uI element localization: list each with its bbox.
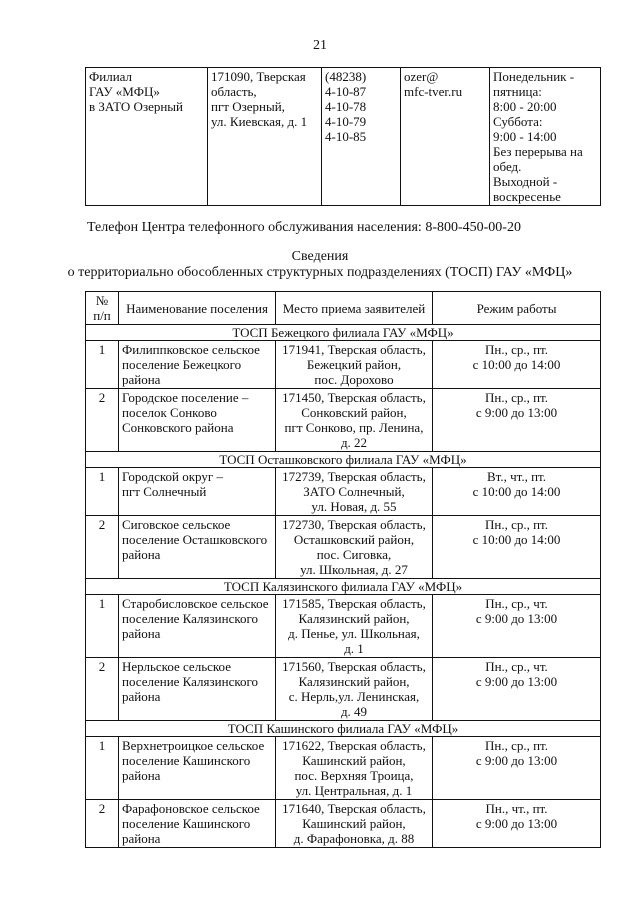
header-number: № п/п	[86, 292, 119, 325]
reception-place: 172730, Тверская область, Осташковский район, пос. Сиговка, ул. Школьная, д. 27	[282, 517, 426, 577]
reception-place: 171622, Тверская область, Кашинский район, пос. Верхняя Троица, ул. Центральная, д. 1	[282, 738, 426, 798]
work-hours-cell	[433, 800, 601, 848]
settlement-name: Сиговское сельское поселение Осташковского района	[122, 517, 268, 562]
header-place: Место приема заявителей	[276, 292, 433, 325]
work-hours: Вт., чт., пт. с 10:00 до 14:00	[472, 469, 561, 499]
header-hours: Режим работы	[433, 292, 601, 325]
branch-hours-cell	[490, 68, 601, 206]
table-row	[86, 595, 601, 658]
work-hours-cell	[433, 341, 601, 389]
page-number: 21	[313, 38, 327, 53]
group-title: ТОСП Бежецкого филиала ГАУ «МФЦ»	[86, 325, 601, 341]
group-row	[86, 325, 601, 341]
settlement-name: Нерльское сельское поселение Калязинского района	[122, 659, 259, 704]
reception-place: 171450, Тверская область, Сонковский район, пгт Сонково, пр. Ленина, д. 22	[282, 390, 426, 450]
row-number-cell	[86, 516, 119, 579]
settlement-name-cell	[119, 516, 276, 579]
branch-email-cell	[401, 68, 490, 206]
row-number-cell	[86, 800, 119, 848]
group-row	[86, 452, 601, 468]
reception-place-cell	[276, 516, 433, 579]
branch-name: Филиал ГАУ «МФЦ» в ЗАТО Озерный	[89, 69, 183, 114]
group-title: ТОСП Осташковского филиала ГАУ «МФЦ»	[86, 452, 601, 468]
branch-address-cell	[208, 68, 322, 206]
table-header-row	[86, 292, 601, 325]
table-row	[86, 516, 601, 579]
settlement-name: Старобисловское сельское поселение Калязинского района	[122, 596, 269, 641]
work-hours-cell	[433, 658, 601, 721]
work-hours: Пн., ср., чт. с 9:00 до 13:00	[475, 659, 558, 689]
table-row	[86, 468, 601, 516]
table-row	[86, 389, 601, 452]
work-hours: Пн., ср., пт. с 10:00 до 14:00	[472, 517, 561, 547]
reception-place-cell	[276, 658, 433, 721]
reception-place: 172739, Тверская область, ЗАТО Солнечный, ул. Новая, д. 55	[282, 469, 426, 514]
row-number-cell	[86, 737, 119, 800]
hotline-text: Телефон Центра телефонного обслуживания населения: 8-800-450-00-20	[87, 220, 521, 235]
settlement-name: Городское поселение – поселок Сонково Сонковского района	[122, 390, 249, 435]
settlement-name: Филиппковское сельское поселение Бежецкого района	[122, 342, 260, 387]
reception-place: 171941, Тверская область, Бежецкий район, пос. Дорохово	[282, 342, 426, 387]
work-hours-cell	[433, 516, 601, 579]
tosp-table-body	[86, 325, 601, 848]
reception-place: 171640, Тверская область, Кашинский район, д. Фарафоновка, д. 88	[282, 801, 426, 846]
tosp-table	[85, 291, 601, 848]
reception-place: 171585, Тверская область, Калязинский район, д. Пенье, ул. Школьная, д. 1	[282, 596, 426, 656]
row-number-cell	[86, 658, 119, 721]
row-number: 2	[98, 517, 106, 532]
row-number: 1	[98, 596, 106, 611]
work-hours: Пн., ср., чт. с 9:00 до 13:00	[475, 596, 558, 626]
settlement-name-cell	[119, 737, 276, 800]
row-number: 1	[98, 469, 106, 484]
group-title: ТОСП Калязинского филиала ГАУ «МФЦ»	[86, 579, 601, 595]
row-number-cell	[86, 389, 119, 452]
reception-place-cell	[276, 595, 433, 658]
work-hours: Пн., чт., пт. с 9:00 до 13:00	[475, 801, 558, 831]
section-subheading: о территориально обособленных структурных подразделениях (ТОСП) ГАУ «МФЦ»	[67, 265, 573, 280]
work-hours: Пн., ср., пт. с 9:00 до 13:00	[475, 390, 558, 420]
row-number-cell	[86, 595, 119, 658]
table-row	[86, 658, 601, 721]
reception-place-cell	[276, 341, 433, 389]
work-hours: Пн., ср., пт. с 10:00 до 14:00	[472, 342, 561, 372]
settlement-name-cell	[119, 595, 276, 658]
settlement-name-cell	[119, 468, 276, 516]
work-hours-cell	[433, 468, 601, 516]
branch-phones: (48238) 4-10-87 4-10-78 4-10-79 4-10-85	[325, 69, 367, 144]
work-hours-cell	[433, 737, 601, 800]
row-number: 2	[98, 801, 106, 816]
branch-name-cell	[86, 68, 208, 206]
settlement-name: Фарафоновское сельское поселение Кашинского района	[122, 801, 260, 846]
group-row	[86, 579, 601, 595]
branch-row	[86, 68, 601, 206]
group-row	[86, 721, 601, 737]
settlement-name-cell	[119, 341, 276, 389]
group-title: ТОСП Кашинского филиала ГАУ «МФЦ»	[86, 721, 601, 737]
row-number: 1	[98, 342, 106, 357]
settlement-name: Верхнетроицкое сельское поселение Кашинского района	[122, 738, 265, 783]
table-row	[86, 737, 601, 800]
row-number: 2	[98, 390, 106, 405]
row-number-cell	[86, 341, 119, 389]
reception-place-cell	[276, 800, 433, 848]
settlement-name-cell	[119, 389, 276, 452]
reception-place-cell	[276, 389, 433, 452]
table-row	[86, 800, 601, 848]
branch-hours: Понедельник - пятница: 8:00 - 20:00 Суббота: 9:00 - 14:00 Без перерыва на обед. Выходной - воскресенье	[493, 69, 583, 204]
row-number-cell	[86, 468, 119, 516]
work-hours-cell	[433, 389, 601, 452]
reception-place: 171560, Тверская область, Калязинский район, с. Нерль,ул. Ленинская, д. 49	[282, 659, 426, 719]
settlement-name-cell	[119, 800, 276, 848]
row-number: 1	[98, 738, 106, 753]
work-hours: Пн., ср., пт. с 9:00 до 13:00	[475, 738, 558, 768]
settlement-name: Городской округ – пгт Солнечный	[122, 469, 223, 499]
header-settlement: Наименование поселения	[119, 292, 276, 325]
row-number: 2	[98, 659, 106, 674]
reception-place-cell	[276, 737, 433, 800]
settlement-name-cell	[119, 658, 276, 721]
table-row	[86, 341, 601, 389]
reception-place-cell	[276, 468, 433, 516]
branch-table	[85, 67, 601, 206]
section-heading: Сведения	[291, 249, 349, 264]
work-hours-cell	[433, 595, 601, 658]
branch-phones-cell	[322, 68, 401, 206]
branch-address: 171090, Тверская область, пгт Озерный, ул. Киевская, д. 1	[211, 69, 308, 129]
branch-email: ozer@ mfc-tver.ru	[404, 69, 463, 99]
